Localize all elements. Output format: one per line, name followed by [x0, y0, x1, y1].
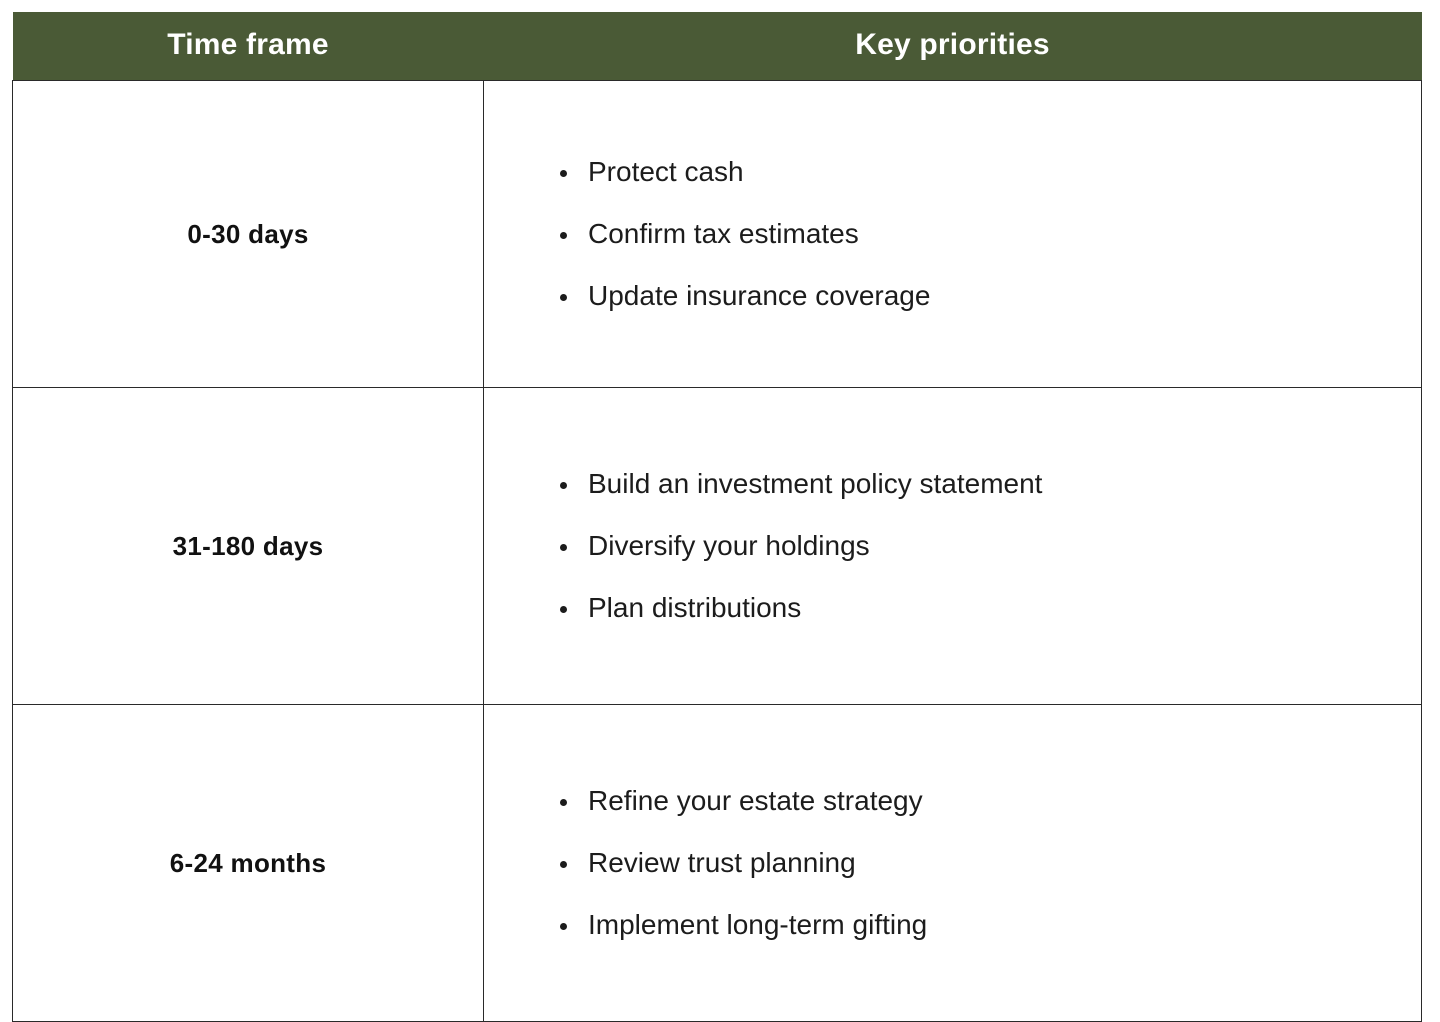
priorities-list — [554, 784, 1401, 942]
list-item: Implement long-term gifting — [554, 908, 1401, 942]
table-row — [13, 388, 1422, 705]
list-item: Review trust planning — [554, 846, 1401, 880]
priorities-list — [554, 467, 1401, 625]
table-body — [13, 81, 1422, 1022]
timeframe-cell: 0-30 days — [13, 81, 484, 388]
timeframe-cell: 6-24 months — [13, 705, 484, 1022]
list-item: Diversify your holdings — [554, 529, 1401, 563]
table-row — [13, 81, 1422, 388]
priorities-cell — [484, 388, 1422, 705]
header-row — [13, 12, 1422, 81]
column-header-key-priorities: Key priorities — [484, 12, 1422, 81]
table-row — [13, 705, 1422, 1022]
list-item: Confirm tax estimates — [554, 217, 1401, 251]
list-item: Build an investment policy statement — [554, 467, 1401, 501]
column-header-time-frame: Time frame — [13, 12, 484, 81]
timeframe-cell: 31-180 days — [13, 388, 484, 705]
list-item: Refine your estate strategy — [554, 784, 1401, 818]
priorities-list — [554, 155, 1401, 313]
priorities-cell — [484, 705, 1422, 1022]
priorities-cell — [484, 81, 1422, 388]
list-item: Plan distributions — [554, 591, 1401, 625]
list-item: Update insurance coverage — [554, 279, 1401, 313]
list-item: Protect cash — [554, 155, 1401, 189]
priorities-table — [12, 12, 1422, 1022]
table-header — [13, 12, 1422, 81]
